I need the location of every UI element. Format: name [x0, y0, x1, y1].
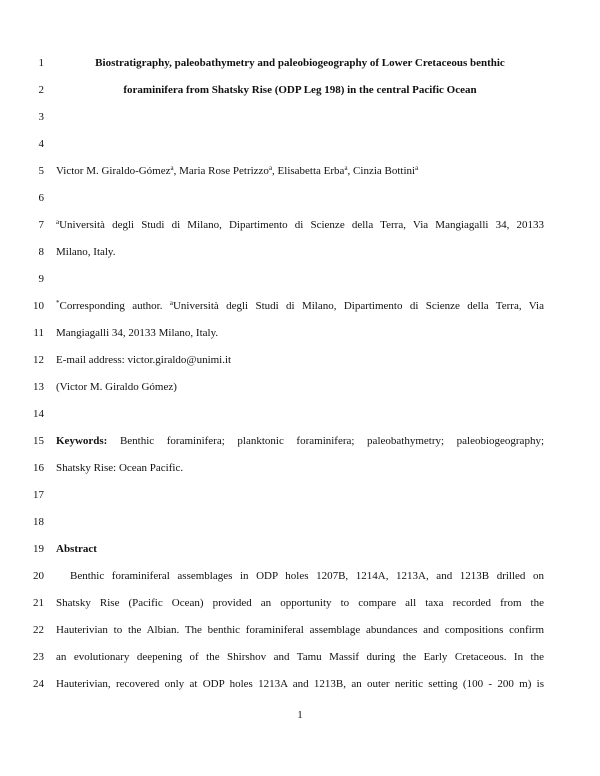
line-number: 2 [38, 84, 44, 96]
affiliation-mark: a [56, 218, 60, 226]
keywords-label: Keywords: [56, 435, 108, 447]
paper-title-line-1: Biostratigraphy, paleobathymetry and paleobiogeography of Lower Cretaceous benthic [95, 57, 505, 69]
line-number: 12 [33, 354, 44, 366]
author-name: Victor M. Giraldo-Gómez [56, 165, 171, 177]
line-number: 1 [38, 57, 44, 69]
author-name: Maria Rose Petrizzo [179, 165, 269, 177]
keywords-line-2: Shatsky Rise: Ocean Pacific. [56, 462, 184, 474]
line-number: 24 [33, 678, 44, 690]
affiliation-line-2: Milano, Italy. [56, 246, 116, 258]
keywords-text: Benthic foraminifera; planktonic foraminifera; paleobathymetry; paleobiogeography; [119, 435, 545, 447]
line-number: 17 [33, 489, 44, 501]
line-number: 20 [33, 570, 44, 582]
author-name: Elisabetta Erba [277, 165, 345, 177]
affiliation-line-1 [56, 218, 544, 232]
author-affiliation-mark: a [415, 164, 419, 172]
line-number: 16 [33, 462, 44, 474]
line-number: 19 [33, 543, 44, 555]
abstract-line: Hauterivian, recovered only at ODP holes 1213A and 1213B, an outer neritic setting (100 - 200 m) is [56, 678, 544, 690]
line-number: 6 [38, 192, 44, 204]
corresponding-author-line-1 [56, 299, 544, 313]
line-number: 5 [38, 165, 44, 177]
corresponding-address: Università degli Studi di Milano, Dipartimento di Scienze della Terra, Via [172, 300, 544, 312]
line-number: 3 [38, 111, 44, 123]
keywords-line-1 [56, 434, 544, 448]
author-affiliation-mark: a [170, 164, 174, 172]
line-number: 14 [33, 408, 44, 420]
affiliation-mark: a [169, 299, 173, 307]
author-affiliation-mark: a [268, 164, 273, 172]
corresponding-author-line-2: Mangiagalli 34, 20133 Milano, Italy. [56, 327, 219, 339]
line-number: 15 [33, 435, 44, 447]
author-affiliation-mark: a [344, 164, 348, 172]
line-number: 10 [33, 300, 44, 312]
line-number: 4 [38, 138, 44, 150]
page-number: 1 [297, 709, 303, 721]
line-number: 18 [33, 516, 44, 528]
paper-title-line-2: foraminifera from Shatsky Rise (ODP Leg 198) in the central Pacific Ocean [123, 84, 477, 96]
corresponding-star: * [56, 299, 60, 307]
abstract-line: Hauterivian to the Albian. The benthic foraminiferal assemblage abundances and compositions confirm [56, 624, 544, 636]
author-name: Cinzia Bottini [353, 165, 416, 177]
line-number: 22 [33, 624, 44, 636]
line-number: 23 [33, 651, 44, 663]
line-number: 11 [33, 327, 44, 339]
line-number: 9 [38, 273, 44, 285]
line-number: 13 [33, 381, 44, 393]
abstract-line: an evolutionary deepening of the Shirshov and Tamu Massif during the Early Cretaceous. In the [56, 651, 544, 663]
corresponding-email: E-mail address: victor.giraldo@unimi.it [56, 354, 232, 366]
affiliation-text: Università degli Studi di Milano, Dipartimento di Scienze della Terra, Via Mangiagalli 34, 20133 [59, 219, 544, 231]
abstract-line: Shatsky Rise (Pacific Ocean) provided an opportunity to compare all taxa recorded from the [56, 597, 544, 609]
corresponding-label: Corresponding author. [59, 300, 170, 312]
author-list: Victor M. Giraldo-Gómez$^a$, Maria Rose Petrizzo$^a$, Elisabetta Erba$^a$, Cinzia Bottini$^a$ [56, 164, 419, 177]
abstract-heading: Abstract [56, 543, 97, 555]
line-number: 21 [33, 597, 44, 609]
line-number: 7 [38, 219, 44, 231]
line-number: 8 [38, 246, 44, 258]
corresponding-name: (Victor M. Giraldo Gómez) [56, 381, 177, 393]
abstract-line: Benthic foraminiferal assemblages in ODP holes 1207B, 1214A, 1213A, and 1213B drilled on [70, 570, 544, 582]
